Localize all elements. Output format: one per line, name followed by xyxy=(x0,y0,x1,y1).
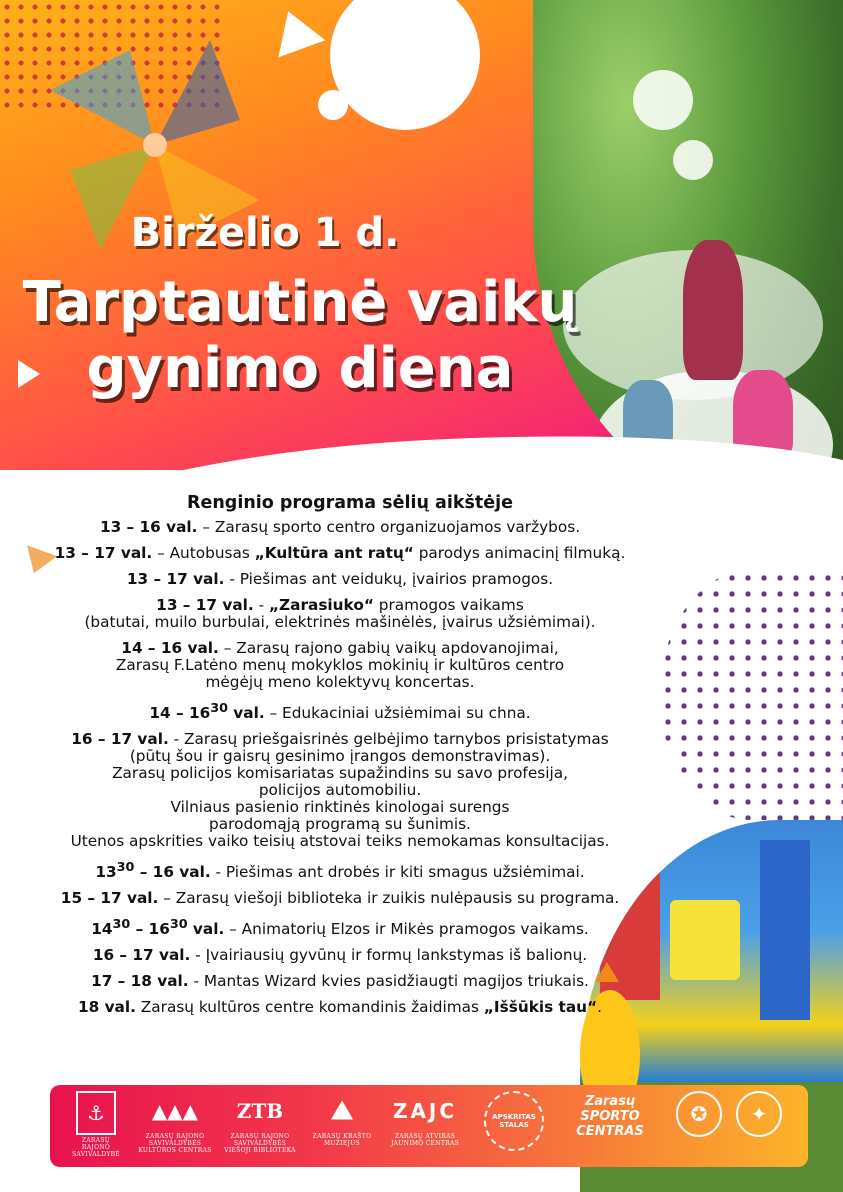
program-item: $13^{30} - 16$ val. - Piešimas ant drobės ir kiti smagus užsiėmimai. xyxy=(95,860,585,882)
event-title xyxy=(0,270,600,402)
municipality-logo: ⚓ ZARASŲ RAJONO SAVIVALDYBĖ xyxy=(72,1091,120,1161)
title-line-2: gynimo diena xyxy=(86,336,514,401)
sports-centre-logo: Zarasų SPORTO CENTRAS xyxy=(576,1093,644,1139)
fire-service-logo: ✪ xyxy=(675,1091,723,1161)
program-item: 14 – 16 val. – Zarasų rajono gabių vaikų apdovanojimai, Zarasų F.Latėno menų mokyklos mokinių ir kultūros centro mėgėjų meno kolektyvų koncertas. xyxy=(115,639,565,691)
program-item: 13 – 17 val. - „Zarasiuko“ pramogos vaikams (batutai, muilo burbulai, elektrinės mašinėlės, įvairus užsiėmimai). xyxy=(84,596,596,631)
decor-circle-small xyxy=(318,90,348,120)
title-line-1: Tarptautinė vaikų xyxy=(22,270,578,335)
program-item: 13 – 16 val. – Zarasų sporto centro organizuojamos varžybos. xyxy=(99,518,581,536)
dot-pattern-right xyxy=(660,570,843,820)
close-decor-icon: ✕ xyxy=(497,452,519,482)
round-table-logo: APSKRITAS STALAS xyxy=(482,1091,546,1161)
program-item: 18 val. Zarasų kultūros centre komandinis žaidimas „Iššūkis tau“. xyxy=(77,998,603,1017)
sponsor-bar xyxy=(50,1085,808,1167)
program-item: $14^{30} - 16^{30}$ val. – Animatorių Elzos ir Mikės pramogos vaikams. xyxy=(91,917,589,939)
police-logo: ✦ xyxy=(735,1091,783,1161)
program-item: 13 – 17 val. - Piešimas ant veidukų, įvairios pramogos. xyxy=(126,570,554,588)
program-list xyxy=(0,495,680,1025)
library-logo: ZTB ZARASŲ RAJONO SAVIVALDYBĖS VIEŠOJI BIBLIOTEKA xyxy=(224,1099,296,1154)
program-item: 16 – 17 val. - Zarasų priešgaisrinės gelbėjimo tarnybos prisistatymas (pūtų šou ir gaisrų gesinimo įrangos demonstravimas). Zarasų policijos komisariatas supažindins su savo profesija, policijos automobiliu. Vilniaus pasienio rinktinės kinologai surengs parodomąją programą su šunimis. Utenos apskrities vaiko teisių atstovai teiks nemokamas konsultacijas. xyxy=(70,730,610,851)
culture-centre-logo: ▲▲▲ ZARASŲ RAJONO SAVIVALDYBĖS KULTŪROS CENTRAS xyxy=(138,1099,212,1154)
program-item: 16 – 17 val. - Įvairiausių gyvūnų ir formų lankstymas iš balionų. xyxy=(92,946,588,965)
program-heading: Renginio programa sėlių aikštėje xyxy=(187,493,513,513)
program-item: 17 – 18 val. - Mantas Wizard kvies pasidžiaugti magijos triukais. xyxy=(91,972,589,991)
program-item: $14 - 16^{30}$ val. – Edukaciniai užsiėmimai su chna. xyxy=(149,701,531,723)
program-item: 15 – 17 val. – Zarasų viešoji biblioteka ir zuikis nulėpausis su programa. xyxy=(60,889,620,908)
youth-centre-logo: ZAJC ZARASŲ ATVIRAS JAUNIMO CENTRAS xyxy=(390,1099,460,1147)
program-item: 13 – 17 val. – Autobusas „Kultūra ant ratų“ parodys animacinį filmuką. xyxy=(54,544,626,562)
museum-logo: ⛰ ZARASŲ KRAŠTO MUZIEJUS xyxy=(312,1095,372,1147)
event-date: Birželio 1 d. xyxy=(130,210,400,256)
